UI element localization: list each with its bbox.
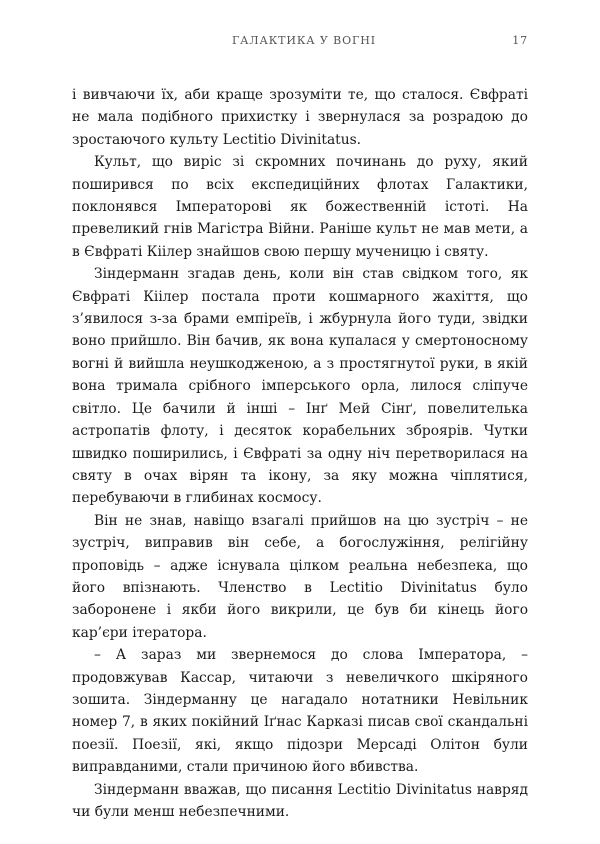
- page-number: 17: [512, 34, 528, 47]
- body-text: [72, 84, 528, 823]
- running-head: [0, 34, 600, 50]
- paragraph-1: і вивчаючи їх, аби краще зрозуміти те, що сталося. Євфраті не мала подібного прихистку і звернулася за розрадою до зростаючого культу Lectitio Divinitatus.: [72, 87, 528, 148]
- paragraph-4: Він не знав, навіщо взагалі прийшов на цю зустріч – не зустріч, виправив він себе, а богослужіння, релігійну проповідь – адже існувала цілком реальна небезпека, що його впізнають. Членство в Lectitio Divinitatus було заборонене і якби його викрили, це був би кінець його кар’єри ітератора.: [72, 512, 528, 641]
- running-title: ГАЛАКТИКА У ВОГНІ: [232, 34, 376, 47]
- paragraph-2: Культ, що виріс зі скромних починань до руху, який поширився по всіх експедиційних флотах Галактики, поклонявся Імператорові як божественній істоті. На превеликий гнів Магістра Війни. Раніше культ не мав мети, а в Євфраті Кіілер знайшов свою першу мученицю і святу.: [72, 154, 528, 260]
- paragraph-5: – А зараз ми звернемося до слова Імператора, – продовжував Кассар, читаючи з невеличкого шкіряного зошита. Зіндерманну це нагадало нотатники Невільник номер 7, в яких покійний Іґнас Карказі писав свої скандальні поезії. Поезії, які, якщо підозри Мерсаді Олітон були виправданими, стали причиною його вбивства.: [72, 647, 528, 776]
- paragraph-3: Зіндерманн згадав день, коли він став свідком того, як Євфраті Кіілер постала проти кошмарного жахіття, що з’явилося з-за брами емпіреїв, і жбурнула його туди, звідки воно прийшло. Він бачив, як вона купалася у смертоносному вогні й вийшла неушкодженою, а з простягнутої руки, в якій вона тримала срібного імперського орла, лилося сліпуче світло. Це бачили й інші – Інґ Мей Сінґ, повелителька астропатів флоту, і десяток корабельних зброярів. Чутки швидко поширились, і Євфраті за одну ніч перетворилася на святу в очах вірян та ікону, за яку можна чіплятися, перебуваючи в глибинах космосу.: [72, 266, 528, 507]
- paragraph-6: Зіндерманн вважав, що писання Lectitio Divinitatus навряд чи були менш небезпечними.: [72, 781, 528, 820]
